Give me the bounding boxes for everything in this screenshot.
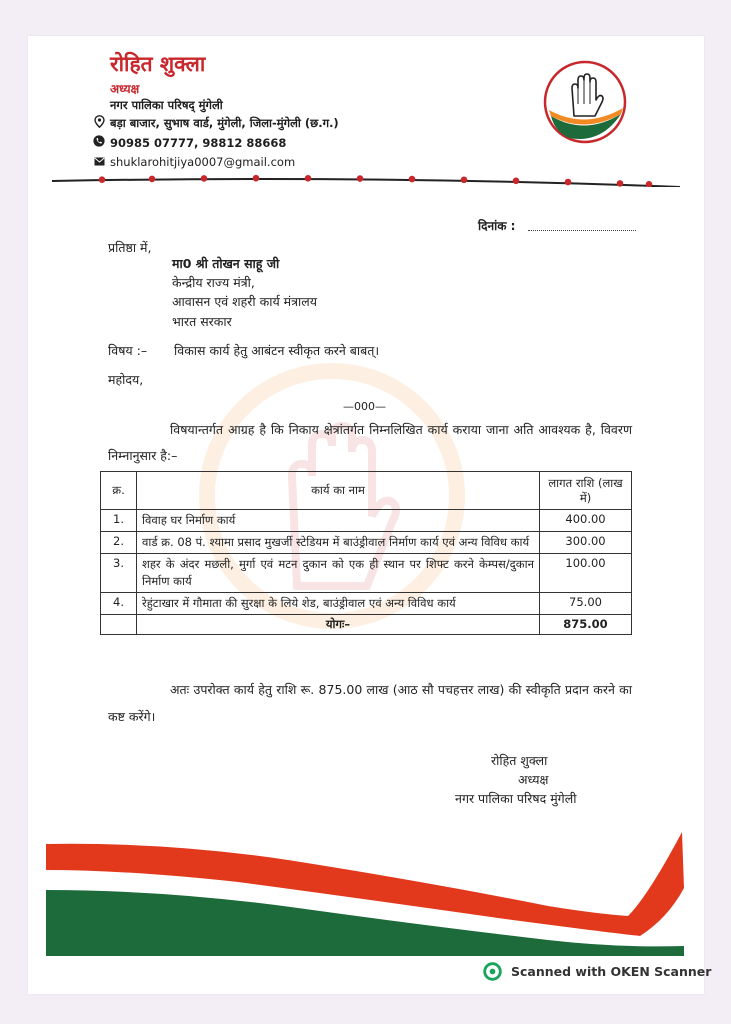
signature-organization: नगर पालिका परिषद मुंगेली [455, 791, 577, 806]
subject-text: विकास कार्य हेतु आबंटन स्वीकृत करने बाबत्। [174, 343, 380, 358]
letterhead-designation: अध्यक्ष [110, 82, 140, 96]
row-cost: 100.00 [540, 554, 632, 593]
header-cost: लागत राशि (लाख में) [540, 472, 632, 510]
location-pin-icon [92, 115, 106, 131]
scanner-watermark [483, 962, 711, 981]
top-frame [0, 0, 731, 10]
email-line [92, 155, 295, 169]
row-serial: 2. [101, 532, 137, 554]
table-header-row [101, 472, 632, 510]
signature-designation: अध्यक्ष [518, 772, 549, 787]
table-row [101, 593, 632, 615]
works-table [100, 471, 632, 635]
subject-label: विषय :– [108, 343, 148, 358]
table-row [101, 532, 632, 554]
header-work: कार्य का नाम [137, 472, 540, 510]
intro-paragraph: विषयान्तर्गत आग्रह है कि निकाय क्षेत्रांतर्गत निम्नलिखित कार्य कराया जाना अति आवश्यक है, विवरण निम्नानुसार है:– [108, 422, 632, 463]
table-row [101, 510, 632, 532]
address-line [92, 115, 339, 131]
date-blank [528, 221, 636, 231]
phone-text: 90985 07777, 98812 88668 [110, 135, 287, 150]
row-serial: 3. [101, 554, 137, 593]
email-text: shuklarohitjiya0007@gmail.com [110, 155, 296, 169]
row-work: वार्ड क्र. 08 पं. श्यामा प्रसाद मुखर्जी स्टेडियम में बाउंड्रीवाल निर्माण कार्य एवं अन्य विविध कार्य [137, 532, 540, 554]
oken-logo-icon [483, 962, 502, 981]
scanner-text: Scanned with OKEN Scanner [511, 964, 712, 979]
total-label: योगः– [137, 615, 540, 635]
phone-line [92, 135, 286, 150]
address-text: बड़ा बाजार, सुभाष वार्ड, मुंगेली, जिला-मुंगेली (छ.ग.) [110, 115, 339, 130]
recipient-label: प्रतिष्ठा में, [108, 240, 152, 255]
row-cost: 300.00 [540, 532, 632, 554]
header-serial: क्र. [101, 472, 137, 510]
recipient-line: मा0 श्री तोखन साहू जी [172, 256, 280, 271]
table-row [101, 554, 632, 593]
recipient-line: केन्द्रीय राज्य मंत्री, [172, 275, 255, 290]
closing-paragraph: अतः उपरोक्त कार्य हेतु राशि रू. 875.00 लाख (आठ सौ पचहत्तर लाख) की स्वीकृति प्रदान करने का कष्ट करेंगे। [108, 682, 632, 724]
row-work: शहर के अंदर मछली, मुर्गा एवं मटन दुकान को एक ही स्थान पर शिफ्ट करने केम्पस/दुकान निर्माण कार्य [137, 554, 540, 593]
total-value: 875.00 [540, 615, 632, 635]
row-work: रेहुंटाखार में गौमाता की सुरक्षा के लिये शेड, बाउंड्रीवाल एवं अन्य विविध कार्य [137, 593, 540, 615]
signature-name: रोहित शुक्ला [491, 753, 548, 768]
salutation: महोदय, [108, 372, 144, 387]
date-label: दिनांक : [478, 219, 516, 233]
row-serial: 4. [101, 593, 137, 615]
separator: —000— [343, 400, 386, 413]
row-work: विवाह घर निर्माण कार्य [137, 510, 540, 532]
row-serial: 1. [101, 510, 137, 532]
recipient-line: भारत सरकार [172, 314, 232, 329]
letter-page [28, 36, 704, 994]
phone-icon [92, 135, 106, 150]
table-total-row [101, 615, 632, 635]
party-hand-logo [541, 58, 629, 146]
letterhead-organization: नगर पालिका परिषद् मुंगेली [110, 98, 223, 112]
tricolor-footer-wave [28, 826, 704, 956]
total-blank [101, 615, 137, 635]
row-cost: 75.00 [540, 593, 632, 615]
letterhead-name: रोहित शुक्ला [110, 51, 206, 76]
row-cost: 400.00 [540, 510, 632, 532]
email-icon [92, 156, 106, 169]
recipient-line: आवासन एवं शहरी कार्य मंत्रालय [172, 294, 318, 309]
header-divider [52, 173, 680, 187]
